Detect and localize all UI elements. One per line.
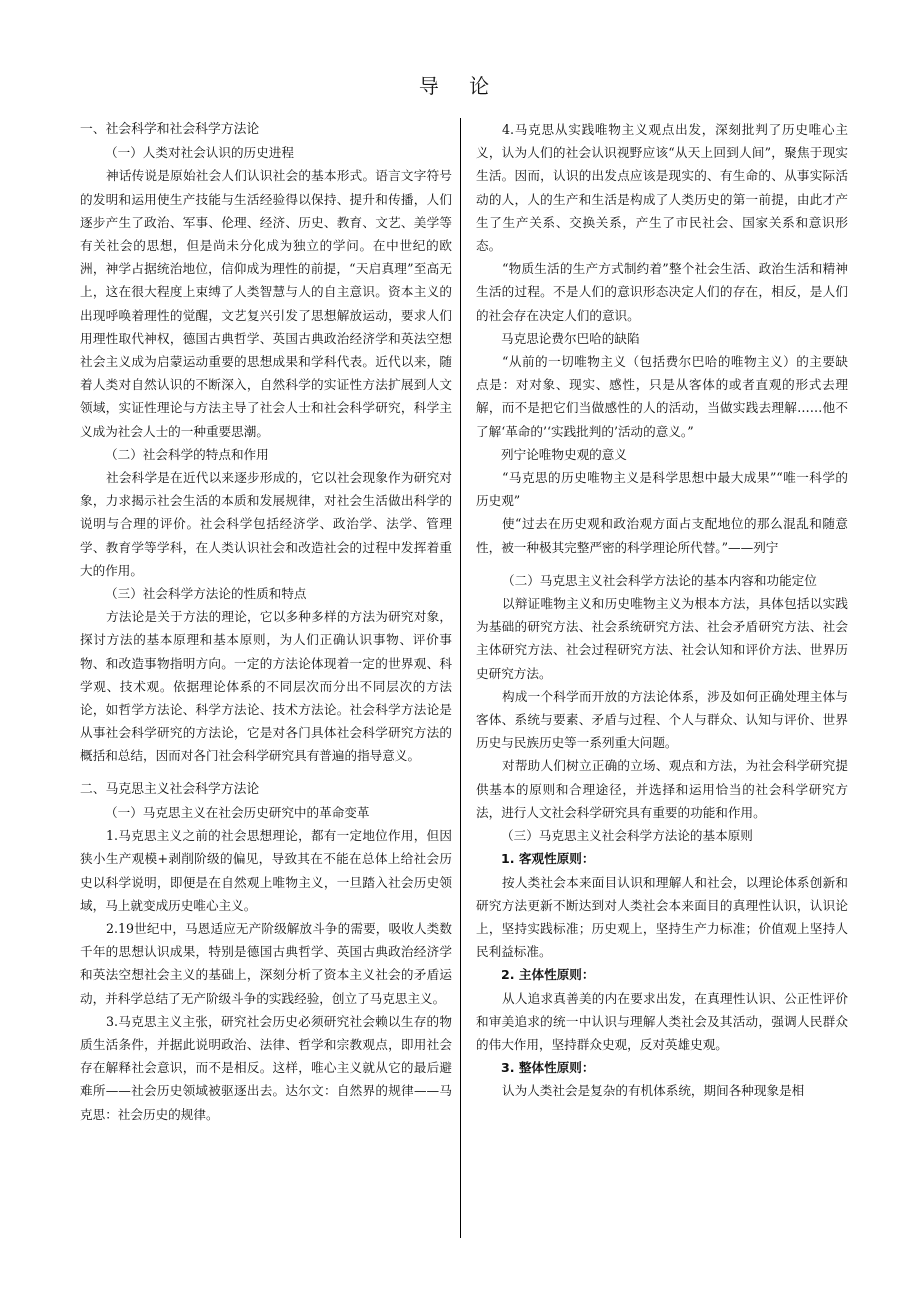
principle-heading: 1. 客观性原则： [501, 851, 595, 867]
section-heading: 二、马克思主义社会科学方法论 [80, 781, 260, 797]
subsection-heading: 马克思论费尔巴哈的缺陷 [501, 330, 640, 346]
paragraph: 神话传说是原始社会人们认识社会的基本形式。语言文字符号的发明和运用使生产技能与生活经验得以保持、提升和传播，人们逐步产生了政治、军事、伦理、经济、历史、教育、文艺、美学等有关社会的思想，但是尚未分化成为独立的学问。在中世纪的欧洲，神学占据统治地位，信仰成为理性的前提，“天启真理”至高无上，这在很大程度上束缚了人类智慧与人的自主意识。资本主义的出现呼唤着理性的觉醒，文艺复兴引发了思想解放运动，要求人们用理性取代神权，德国古典哲学、英国古典政治经济学和英法空想社会主义成为启蒙运动重要的思想成果和学科代表。近代以来，随着人类对自然认识的不断深入，自然科学的实证性方法扩展到人文领域，实证性理论与方法主导了社会人士和社会科学研究，科学主义成为社会人士的一种重要思潮。 [80, 168, 452, 439]
quote-paragraph: “马克思的历史唯物主义是科学思想中最大成果”“唯一科学的历史观” [476, 470, 848, 509]
subsection-heading: （一）人类对社会认识的历史进程 [105, 145, 294, 161]
subsection-heading: 列宁论唯物史观的意义 [501, 446, 627, 462]
left-column [80, 118, 452, 1126]
paragraph: 以辩证唯物主义和历史唯物主义为根本方法，具体包括以实践为基础的研究方法、社会系统研究方法、社会矛盾研究方法、社会主体研究方法、社会过程研究方法、社会认知和评价方法、世界历史研究方法。 [476, 596, 848, 681]
subsection-heading: （二）马克思主义社会科学方法论的基本内容和功能定位 [502, 572, 817, 588]
page-title: 导 论 [418, 74, 502, 98]
paragraph: 方法论是关于方法的理论，它以多种多样的方法为研究对象，探讨方法的基本原理和基本原则，为人们正确认识事物、评价事物、和改造事物指明方向。一定的方法论体现着一定的世界观、科学观、技术观。依据理论体系的不同层次而分出不同层次的方法论，如哲学方法论、科学方法论、技术方法论。社会科学方法论是从事社会科学研究的方法论，它是对各门具体社会科学研究方法的概括和总结，因而对各门社会科学研究具有普遍的指导意义。 [80, 609, 452, 764]
paragraph: 构成一个科学而开放的方法论体系，涉及如何正确处理主体与客体、系统与要素、矛盾与过程、个人与群众、认知与评价、世界历史与民族历史等一系列重大问题。 [476, 688, 848, 751]
paragraph: 对帮助人们树立正确的立场、观点和方法，为社会科学研究提供基本的原则和合理途径，并选择和运用恰当的社会科学研究方法，进行人文社会科学研究具有重要的功能和作用。 [476, 758, 848, 820]
right-column [476, 118, 848, 1103]
paragraph: 3.马克思主义主张，研究社会历史必须研究社会赖以生存的物质生活条件，并据此说明政治、法律、哲学和宗教观点，即用社会存在解释社会意识，而不是相反。这样，唯心主义就从它的最后避难所——社会历史领域被驱逐出去。达尔文：自然界的规律——马克思：社会历史的规律。 [80, 1013, 452, 1122]
paragraph: “物质生活的生产方式制约着”整个社会生活、政治生活和精神生活的过程。不是人们的意识形态决定人们的存在，相反，是人们的社会存在决定人们的意识。 [476, 261, 848, 323]
paragraph: 社会科学是在近代以来逐步形成的，它以社会现象作为研究对象，力求揭示社会生活的本质和发展规律，对社会生活做出科学的说明与合理的评价。社会科学包括经济学、政治学、法学、管理学、教育学等学科，在人类认识社会和改造社会的过程中发挥着重大的作用。 [80, 470, 452, 578]
principle-heading: 3. 整体性原则： [501, 1060, 595, 1076]
subsection-heading: （二）社会科学的特点和作用 [105, 446, 269, 462]
paragraph: 2.19世纪中，马恩适应无产阶级解放斗争的需要，吸收人类数千年的思想认识成果，特别是德国古典哲学、英国古典政治经济学和英法空想社会主义的基础上，深刻分析了资本主义社会的矛盾运动，并科学总结了无产阶级斗争的实践经验，创立了马克思主义。 [80, 920, 452, 1006]
quote-paragraph: 使“过去在历史观和政治观方面占支配地位的那么混乱和随意性，被一种极其完整严密的科学理论所代替。”——列宁 [476, 516, 848, 555]
paragraph: 从人追求真善美的内在要求出发，在真理性认识、公正性评价和审美追求的统一中认识与理解人类社会及其活动，强调人民群众的伟大作用，坚持群众史观，反对英雄史观。 [476, 990, 848, 1052]
paragraph: 按人类社会本来面目认识和理解人和社会，以理论体系创新和研究方法更新不断达到对人类社会本来面目的真理性认识，认识论上，坚持实践标准；历史观上，坚持生产力标准；价值观上坚持人民利益标准。 [476, 874, 848, 960]
paragraph: 认为人类社会是复杂的有机体系统，期间各种现象是相 [502, 1083, 805, 1099]
subsection-heading: （三）马克思主义社会科学方法论的基本原则 [501, 828, 753, 844]
section-heading: 一、社会科学和社会科学方法论 [80, 122, 260, 137]
principle-heading: 2. 主体性原则： [501, 967, 595, 983]
subsection-heading: （一）马克思主义在社会历史研究中的革命变革 [105, 804, 370, 820]
column-divider [460, 118, 461, 1238]
subsection-heading: （三）社会科学方法论的性质和特点 [105, 586, 307, 602]
paragraph: 1.马克思主义之前的社会思想理论，都有一定地位作用，但因狭小生产观模+剥削阶级的偏见，导致其在不能在总体上给社会历史以科学说明，即便是在自然观上唯物主义，一旦踏入社会历史领域，马上就变成历史唯心主义。 [80, 828, 452, 913]
paragraph: 4.马克思从实践唯物主义观点出发，深刻批判了历史唯心主义，认为人们的社会认识视野应该“从天上回到人间”，聚焦于现实生活。因而，认识的出发点应该是现实的、有生命的、从事实际活动的人，人的生产和生活是构成了人类历史的第一前提，由此才产生了生产关系、交换关系，产生了市民社会、国家关系和意识形态。 [476, 122, 848, 254]
quote-paragraph: “从前的一切唯物主义（包括费尔巴哈的唯物主义）的主要缺点是：对对象、现实、感性，只是从客体的或者直观的形式去理解，而不是把它们当做感性的人的活动，当做实践去理解……他不了解‘革命的’‘实践批判的’活动的意义。” [476, 354, 848, 439]
